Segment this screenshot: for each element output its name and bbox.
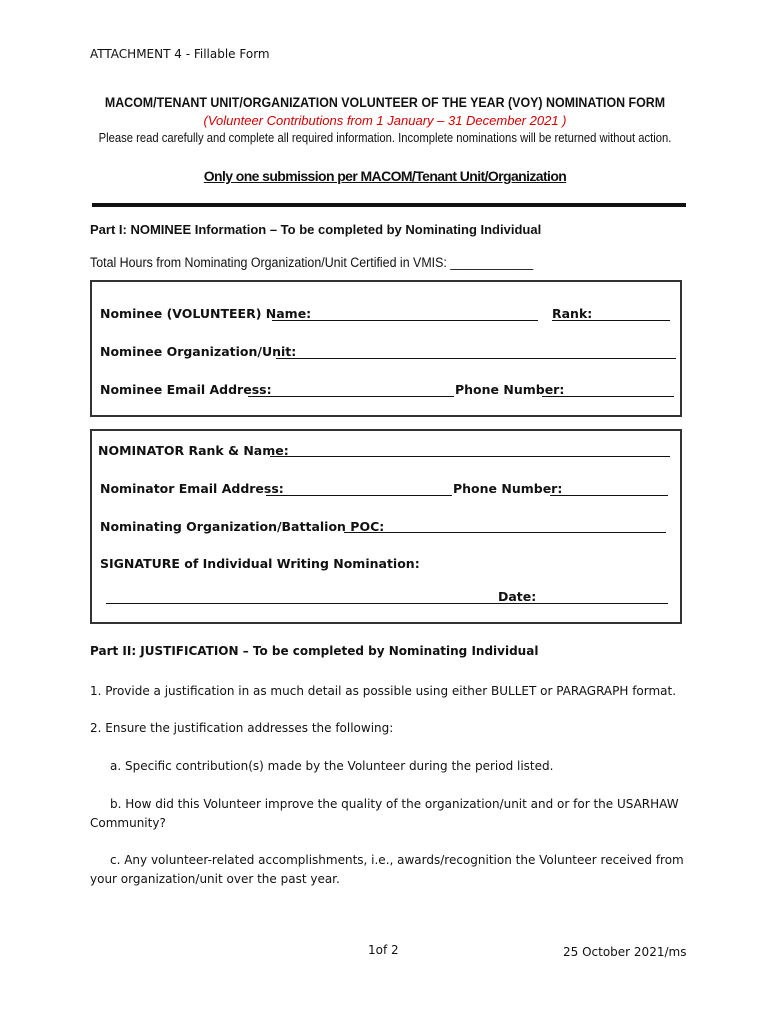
submission-note: Only one submission per MACOM/Tenant Unit/Organization [203, 168, 567, 184]
footer-date: 25 October 2021/ms [563, 945, 687, 959]
justification-item-b-line2: Community? [90, 816, 166, 830]
total-hours-field[interactable]: Total Hours from Nominating Organization/Unit Certified in VMIS: ____________ [90, 255, 534, 270]
nominator-phone-label: Phone Number: [453, 481, 563, 496]
nominating-poc-field[interactable] [344, 532, 666, 533]
justification-item-b-line1: b. How did this Volunteer improve the quality of the organization/unit and or for the USARHAW [110, 797, 679, 811]
nominee-org-field[interactable] [276, 358, 676, 359]
nominator-rank-name-field[interactable] [270, 456, 670, 457]
instructions: Please read carefully and complete all required information. Incomplete nominations will be returned without action. [98, 131, 672, 145]
justification-item-c-line2: your organization/unit over the past year. [90, 872, 340, 886]
divider [92, 203, 686, 207]
nominee-name-label: Nominee (VOLUNTEER) Name: [100, 306, 312, 321]
nominee-name-field[interactable] [272, 320, 538, 321]
nominator-email-label: Nominator Email Address: [100, 481, 284, 496]
justification-item-a: a. Specific contribution(s) made by the Volunteer during the period listed. [110, 759, 554, 773]
nominee-email-field[interactable] [248, 396, 454, 397]
signature-field[interactable] [106, 603, 668, 604]
signature-label: SIGNATURE of Individual Writing Nomination: [100, 556, 420, 571]
date-label: Date: [498, 589, 537, 604]
nominee-email-label: Nominee Email Address: [100, 382, 272, 397]
form-subtitle: (Volunteer Contributions from 1 January – 31 December 2021 ) [203, 113, 567, 128]
part2-heading: Part II: JUSTIFICATION – To be completed by Nominating Individual [90, 644, 539, 658]
nominee-phone-field[interactable] [542, 396, 674, 397]
nominating-poc-label: Nominating Organization/Battalion POC: [100, 519, 385, 534]
nominator-rank-name-label: NOMINATOR Rank & Name: [98, 443, 289, 458]
form-title: MACOM/TENANT UNIT/ORGANIZATION VOLUNTEER OF THE YEAR (VOY) NOMINATION FORM [104, 95, 666, 110]
nominee-rank-label: Rank: [552, 306, 593, 321]
nominator-email-field[interactable] [266, 495, 452, 496]
nominee-phone-label: Phone Number: [455, 382, 565, 397]
nominee-rank-field[interactable] [552, 320, 670, 321]
justification-item-1: 1. Provide a justification in as much detail as possible using either BULLET or PARAGRAPH format. [90, 684, 677, 698]
nominator-phone-field[interactable] [550, 495, 668, 496]
nominee-org-label: Nominee Organization/Unit: [100, 344, 297, 359]
page-number: 1of 2 [368, 943, 399, 957]
justification-item-2: 2. Ensure the justification addresses the following: [90, 721, 394, 735]
justification-item-c-line1: c. Any volunteer-related accomplishments, i.e., awards/recognition the Volunteer received from [110, 853, 684, 867]
part1-heading: Part I: NOMINEE Information – To be completed by Nominating Individual [90, 222, 542, 237]
attachment-label: ATTACHMENT 4 - Fillable Form [90, 47, 270, 61]
